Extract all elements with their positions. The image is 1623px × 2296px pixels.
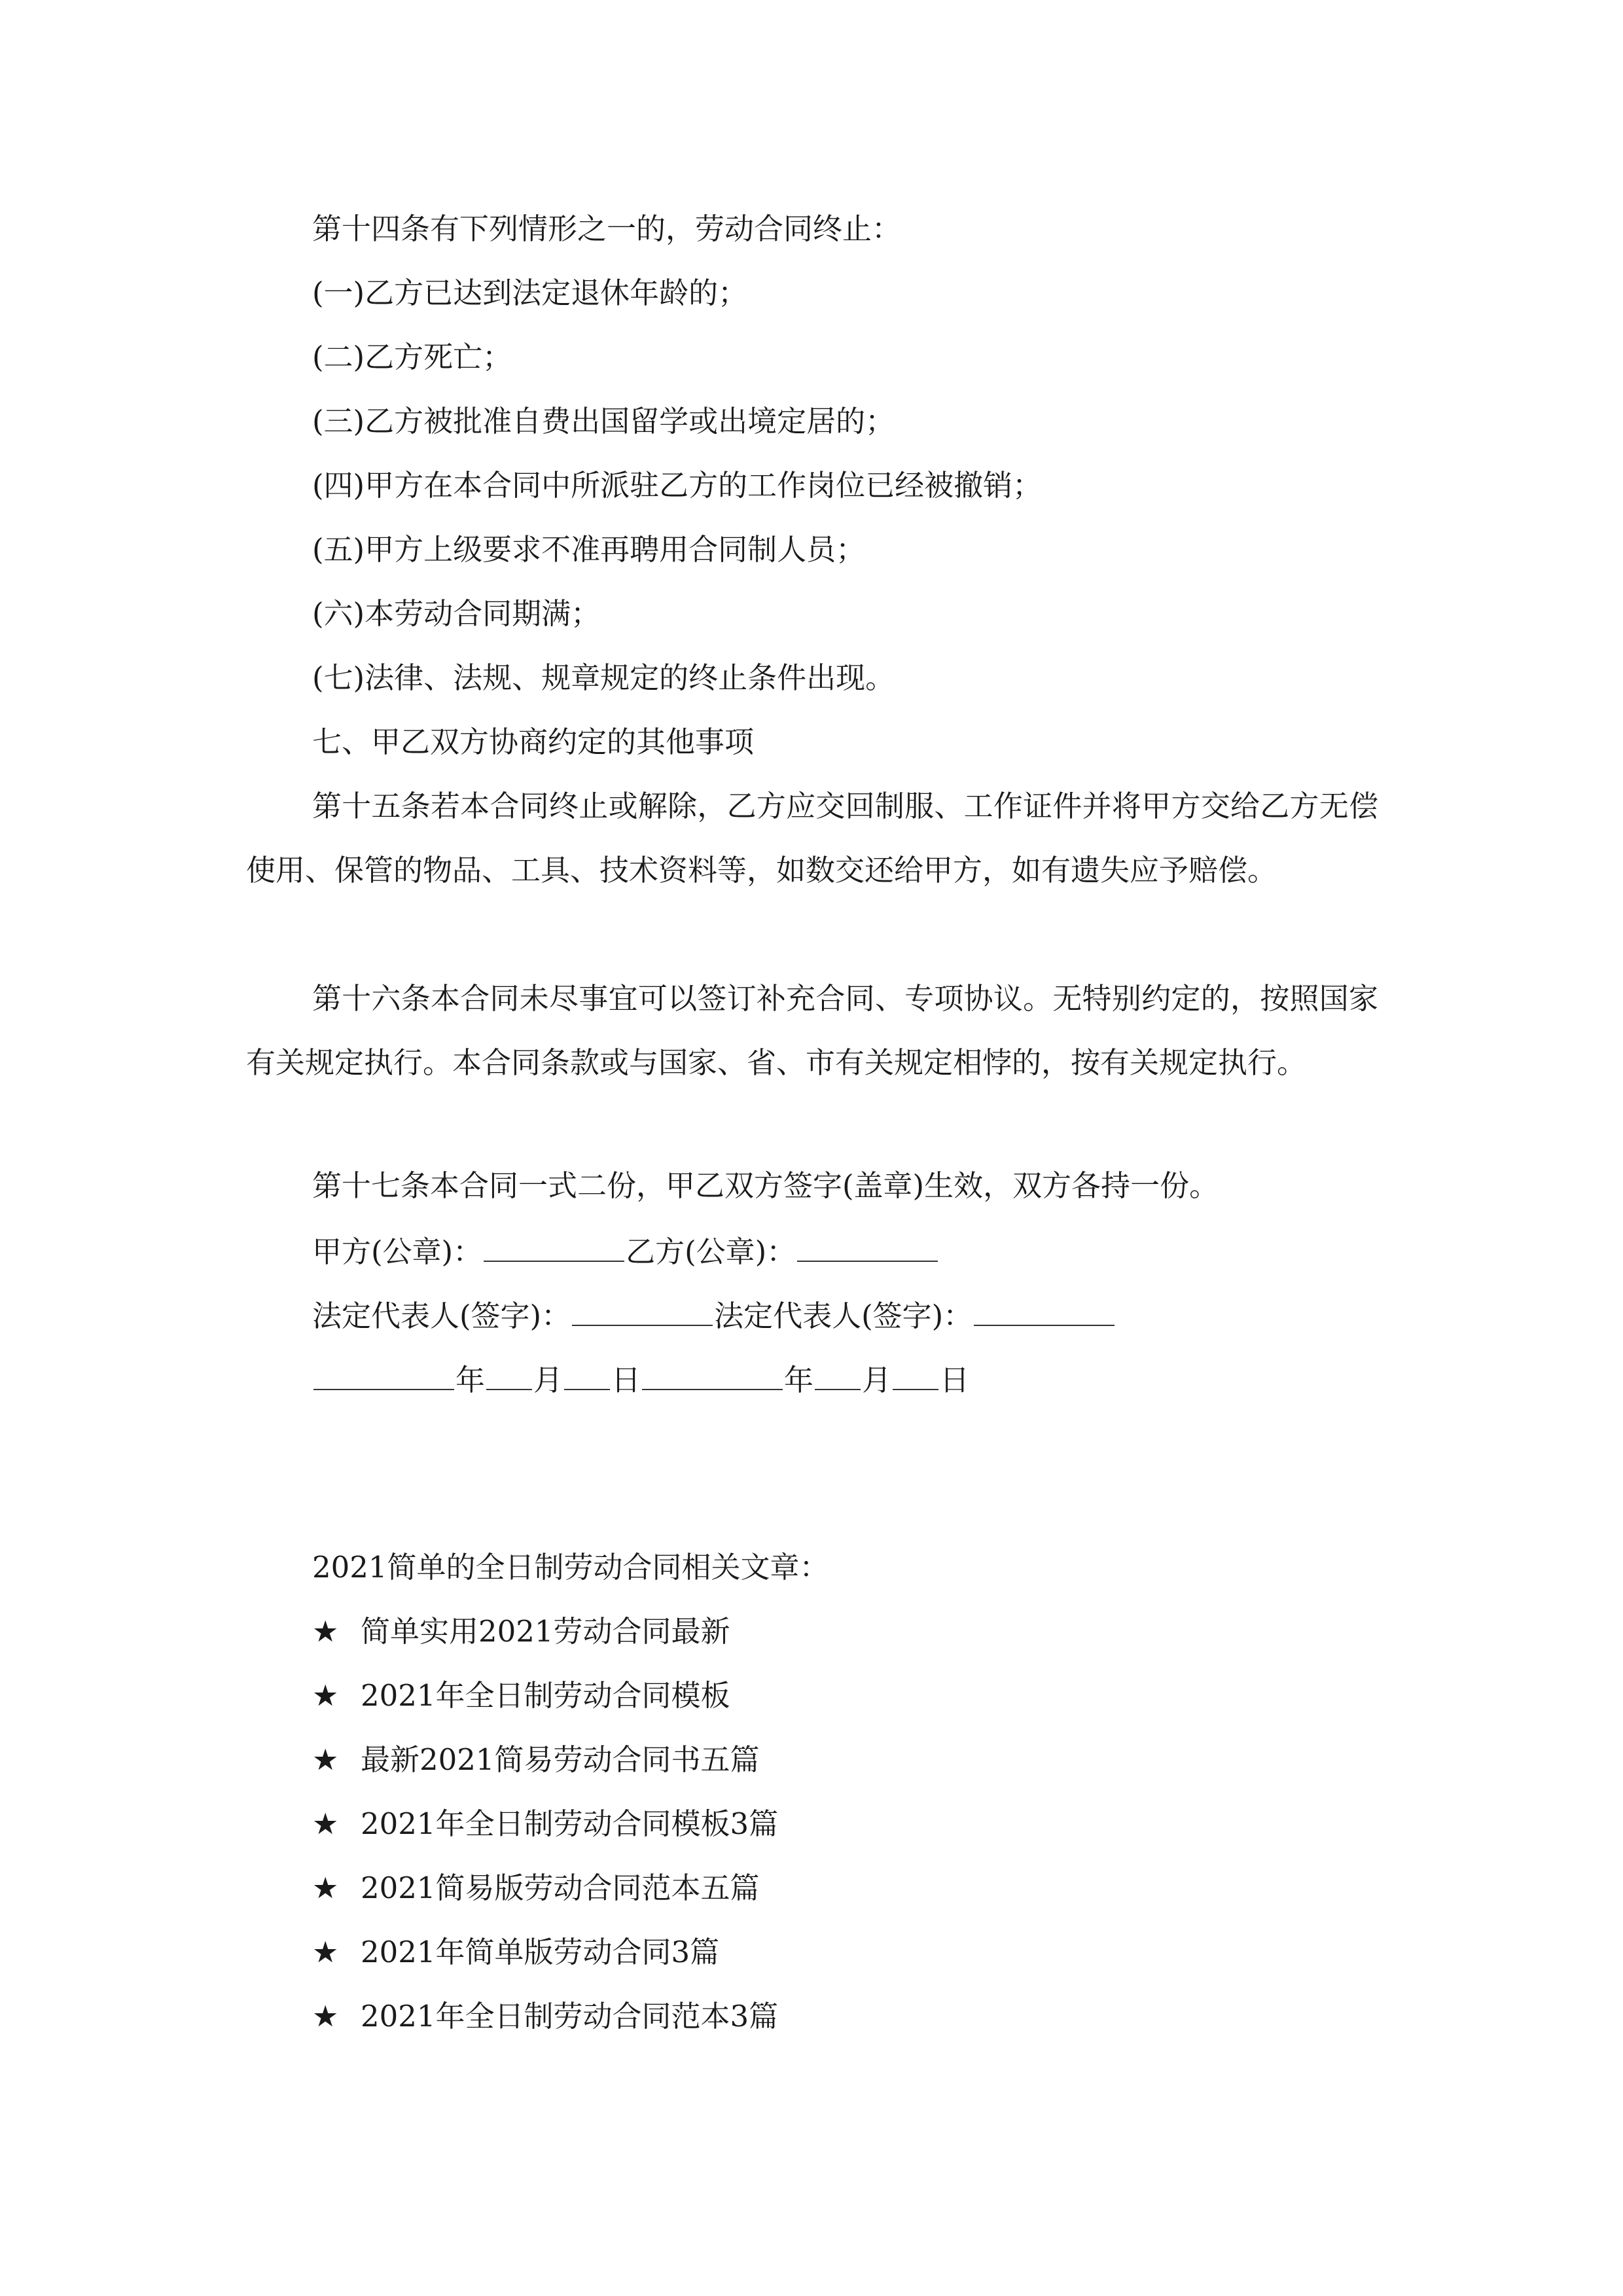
representative-line — [312, 1295, 1116, 1336]
related-article-label[interactable]: 2021年全日制劳动合同模板3篇 — [361, 1806, 779, 1841]
day-b-blank — [893, 1359, 938, 1390]
star-icon: ★ — [312, 1678, 339, 1713]
related-article-link[interactable] — [312, 1676, 730, 1715]
related-article-label[interactable]: 最新2021简易劳动合同书五篇 — [361, 1742, 760, 1777]
star-icon: ★ — [312, 1742, 339, 1777]
month-b-blank — [815, 1359, 861, 1390]
year-a-label: 年 — [455, 1363, 486, 1397]
star-icon: ★ — [312, 1871, 339, 1905]
party-a-seal-label: 甲方(公章)： — [312, 1234, 483, 1269]
section-7-heading: 七、甲乙双方协商约定的其他事项 — [312, 725, 755, 759]
day-a-blank — [564, 1359, 610, 1390]
related-article-link[interactable] — [312, 1740, 760, 1780]
article-14-item-6: (六)本劳动合同期满； — [312, 596, 601, 631]
month-a-blank — [486, 1359, 532, 1390]
rep-a-label: 法定代表人(签字)： — [312, 1299, 571, 1333]
related-article-link[interactable] — [312, 1612, 730, 1651]
related-article-link[interactable] — [312, 1869, 760, 1908]
star-icon: ★ — [312, 1614, 339, 1649]
article-14-item-1: (一)乙方已达到法定退休年龄的； — [312, 276, 748, 310]
party-b-seal-blank — [797, 1230, 938, 1262]
day-b-label: 日 — [940, 1363, 970, 1397]
star-icon: ★ — [312, 1935, 339, 1969]
party-a-seal-blank — [484, 1230, 624, 1262]
month-a-label: 月 — [533, 1363, 563, 1397]
related-article-label[interactable]: 简单实用2021劳动合同最新 — [361, 1614, 730, 1649]
article-15-paragraph: 第十五条若本合同终止或解除，乙方应交回制服、工作证件并将甲方交给乙方无偿使用、保管的物品、工具、技术资料等，如数交还给甲方，如有遗失应予赔偿。 — [246, 789, 1378, 888]
article-14-item-5: (五)甲方上级要求不准再聘用合同制人员； — [312, 532, 866, 567]
year-b-blank — [642, 1359, 783, 1390]
rep-a-blank — [572, 1295, 713, 1326]
party-b-seal-label: 乙方(公章)： — [626, 1234, 796, 1269]
related-article-link[interactable] — [312, 1997, 778, 2036]
article-17-paragraph: 第十七条本合同一式二份，甲乙双方签字(盖章)生效，双方各持一份。 — [312, 1168, 1219, 1203]
article-14-item-7: (七)法律、法规、规章规定的终止条件出现。 — [312, 660, 895, 695]
year-a-blank — [313, 1359, 454, 1390]
related-article-label[interactable]: 2021简易版劳动合同范本五篇 — [361, 1871, 760, 1905]
day-a-label: 日 — [611, 1363, 641, 1397]
article-14-item-4: (四)甲方在本合同中所派驻乙方的工作岗位已经被撤销； — [312, 468, 1043, 503]
seal-line — [312, 1230, 939, 1272]
year-b-label: 年 — [784, 1363, 814, 1397]
related-article-label[interactable]: 2021年全日制劳动合同模板 — [361, 1678, 730, 1713]
star-icon: ★ — [312, 1999, 339, 2034]
month-b-label: 月 — [862, 1363, 892, 1397]
rep-b-blank — [974, 1295, 1115, 1326]
related-article-link[interactable] — [312, 1804, 778, 1844]
rep-b-label: 法定代表人(签字)： — [714, 1299, 973, 1333]
related-article-link[interactable] — [312, 1933, 719, 1972]
article-16-paragraph: 第十六条本合同未尽事宜可以签订补充合同、专项协议。无特别约定的，按照国家有关规定执行。本合同条款或与国家、省、市有关规定相悖的，按有关规定执行。 — [246, 981, 1378, 1080]
related-article-label[interactable]: 2021年简单版劳动合同3篇 — [361, 1935, 720, 1969]
article-14-item-2: (二)乙方死亡； — [312, 340, 512, 374]
related-article-label[interactable]: 2021年全日制劳动合同范本3篇 — [361, 1999, 779, 2034]
star-icon: ★ — [312, 1806, 339, 1841]
article-14-item-3: (三)乙方被批准自费出国留学或出境定居的； — [312, 404, 895, 439]
date-line — [312, 1359, 969, 1400]
article-14-heading: 第十四条有下列情形之一的，劳动合同终止： — [312, 211, 902, 246]
related-articles-title: 2021简单的全日制劳动合同相关文章： — [312, 1550, 829, 1585]
